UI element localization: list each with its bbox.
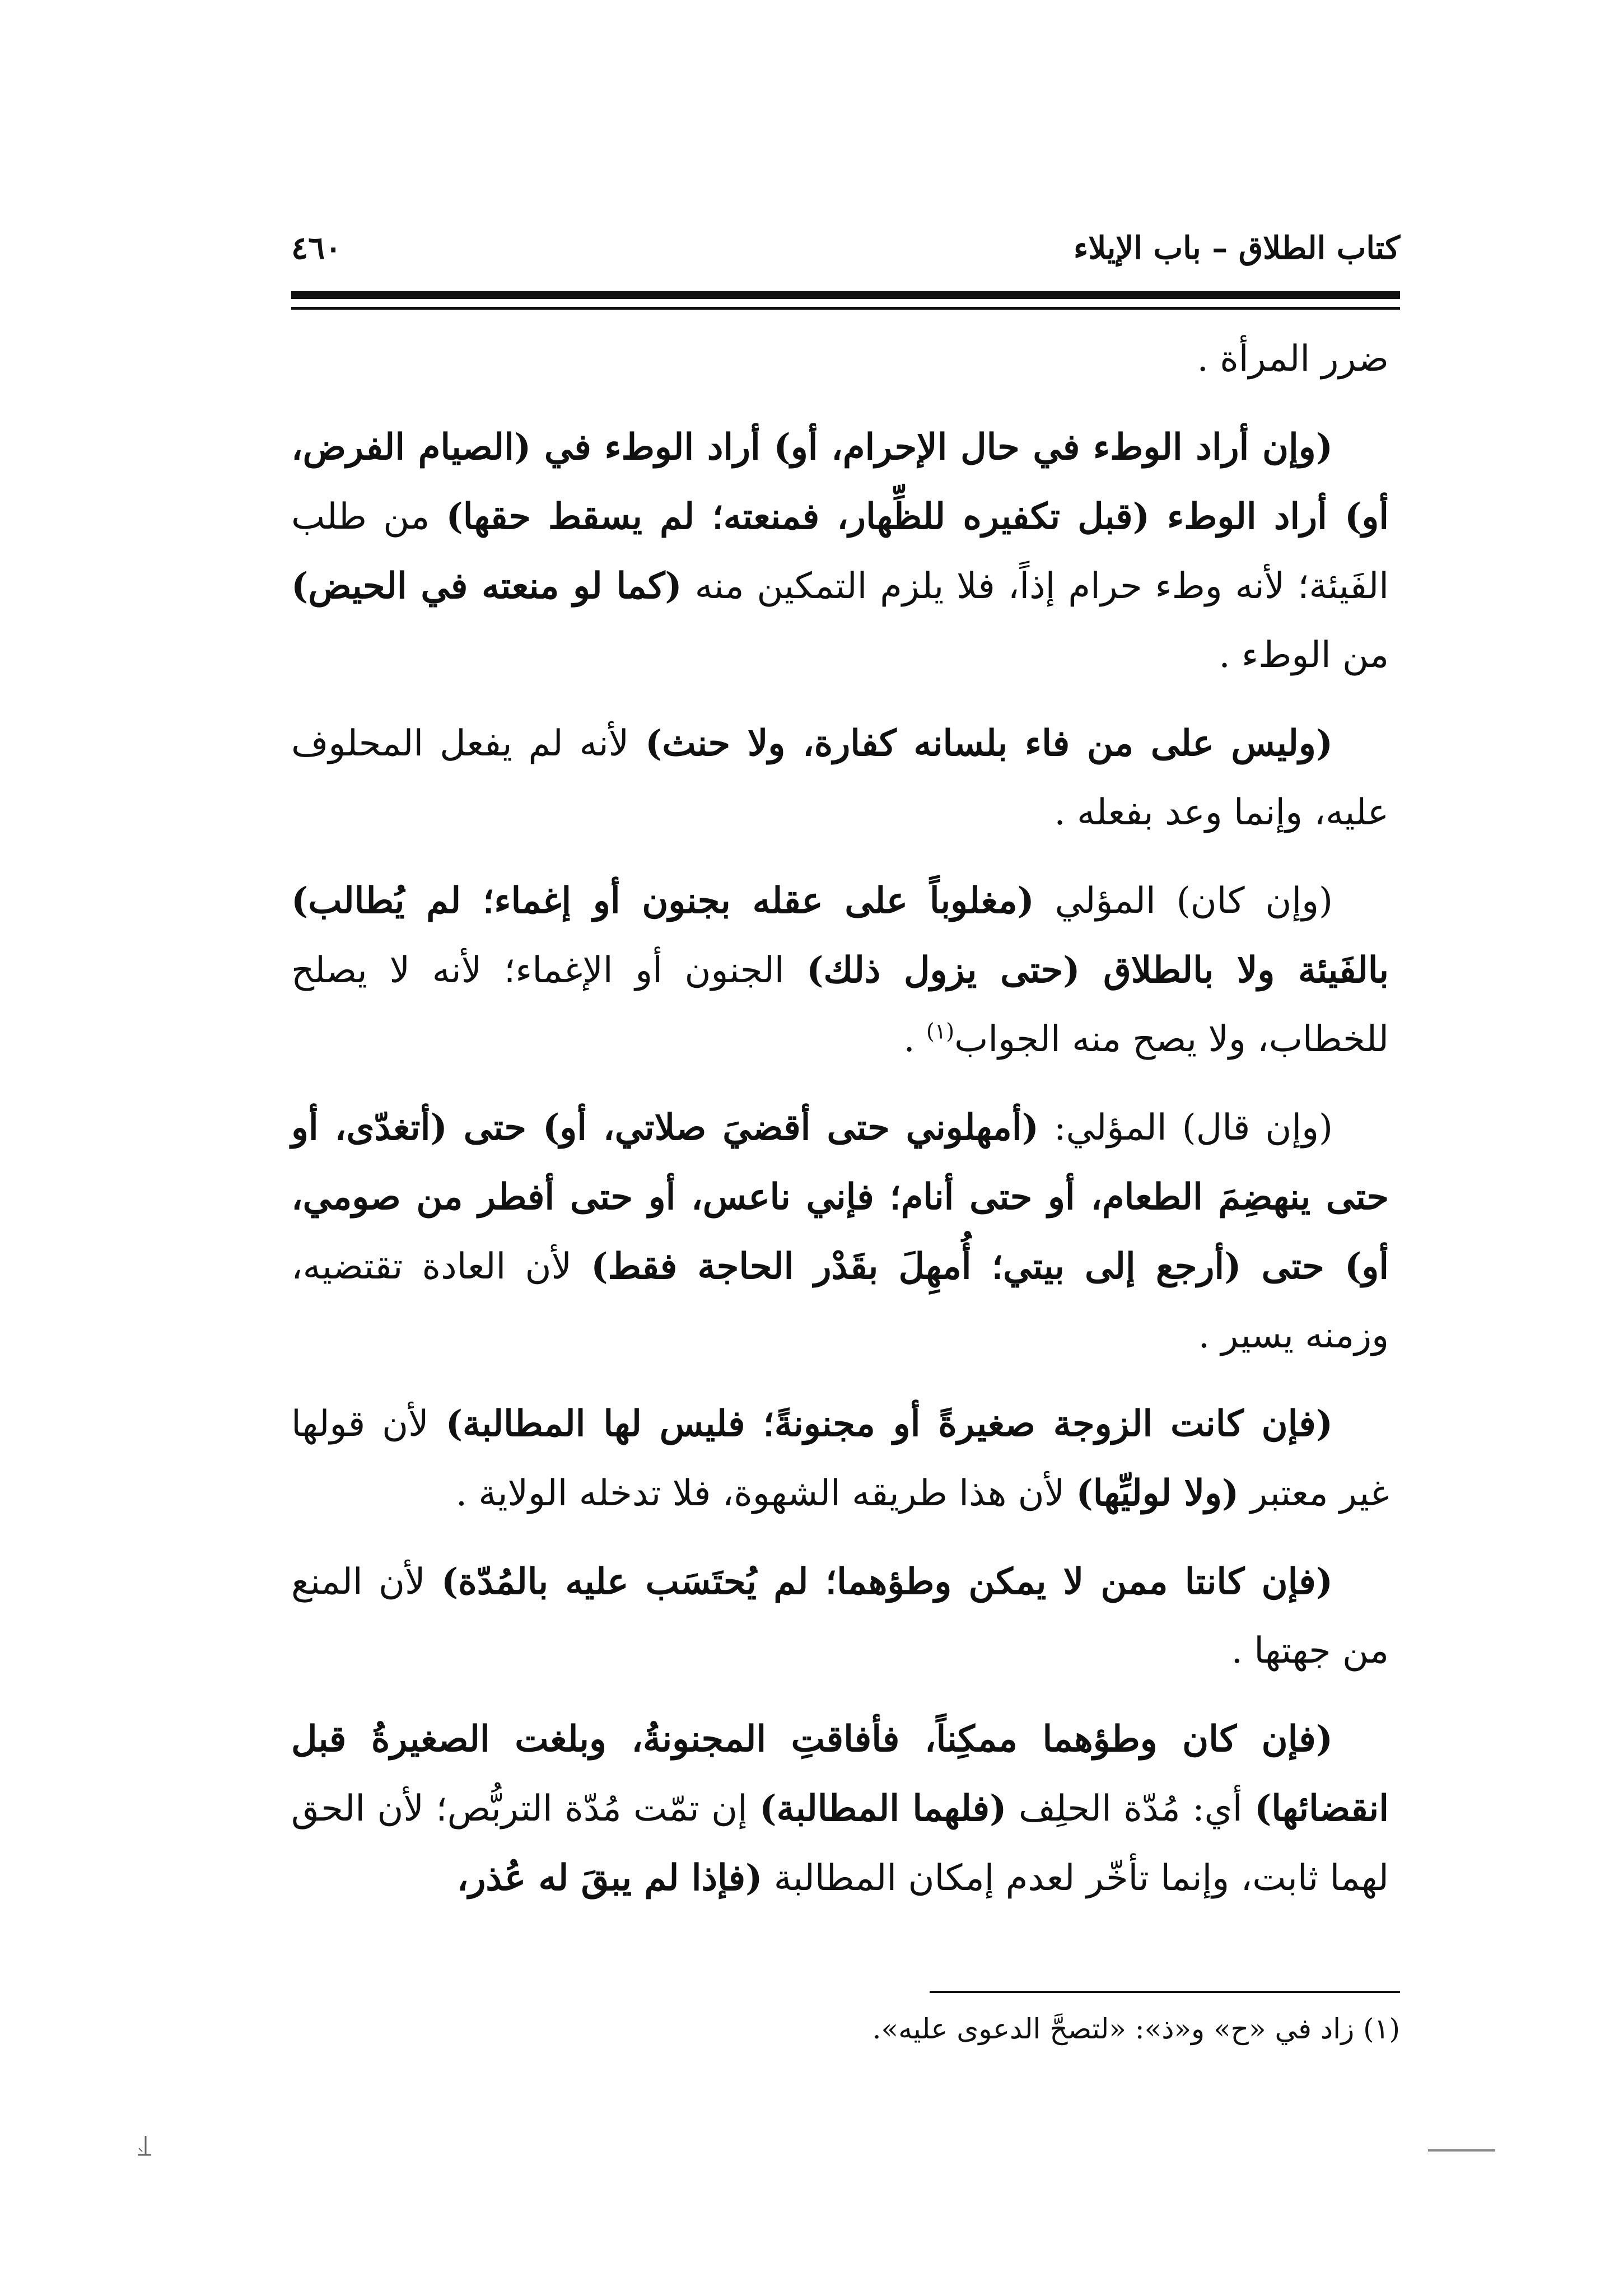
matn-text: (ولا لوليِّها) [1076, 1472, 1239, 1514]
matn-text: (فإذا لم يبقَ له عُذر، [456, 1857, 763, 1899]
matn-text: (فإن كانتا ممن لا يمكن وطؤهما؛ لم يُحتَسَب عليه بالمُدّة) [441, 1561, 1333, 1603]
sharh-text: الجنون أو الإغماء؛ لأنه لا يصلح للخطاب، ولا يصح منه الجواب [291, 950, 1389, 1060]
sharh-text: (وإن قال) المؤلي: [1038, 1107, 1333, 1149]
sharh-text: أي: مُدّة الحلِف [1006, 1788, 1254, 1830]
paragraph [291, 1093, 1389, 1370]
sharh-text: (وإن كان) المؤلي [1034, 880, 1333, 922]
body-text [291, 325, 1389, 2296]
sharh-text: لأن المنع من جهتها . [291, 1561, 1389, 1672]
paragraph [291, 413, 1389, 690]
footnote-marker: (١) [926, 1019, 955, 1044]
footnote: (١) زاد في «ح» و«ذ»: «لتصحَّ الدعوى عليه». [872, 2013, 1400, 2045]
header-rule-thin [291, 307, 1400, 310]
running-title: كتاب الطلاق – باب الإيلاء [1074, 230, 1400, 267]
paragraph [291, 709, 1389, 847]
page-header [291, 224, 1400, 280]
scan-mark-right [1428, 2149, 1495, 2152]
paragraph [291, 866, 1389, 1074]
matn-text: (وليس على من فاء بلسانه كفارة، ولا حنث) [645, 722, 1333, 764]
matn-text: (فلهما المطالبة) [759, 1788, 1007, 1830]
sharh-text: إن تمّت مُدّة التربُّص؛ لأن الحق لهما ثابت، وإنما تأخّر لعدم إمكان المطالبة [291, 1788, 1389, 1899]
paragraph [291, 1705, 1389, 1913]
sharh-text: لأنه لم يفعل المحلوف عليه، وإنما وعد بفعله . [291, 723, 1389, 833]
matn-text: (وإن أراد الوطء في حال الإحرام، أو) أراد الوطء في (الصيام الفرض، أو) أراد الوطء (قبل تكفيره للظِّهار، فمنعته؛ لم يسقط حقها) [291, 426, 1389, 538]
sharh-text: لأن قولها غير معتبر [291, 1403, 1389, 1514]
sharh-text: لأن العادة تقتضيه، وزمنه يسير . [291, 1246, 1389, 1356]
sharh-text: ضرر المرأة . [1197, 338, 1389, 380]
sharh-text: من الوطء . [1219, 634, 1389, 676]
page-number: ٤٦٠ [291, 230, 342, 267]
matn-text: (مغلوباً على عقله بجنون أو إغماء؛ لم يُطالب) بالفَيئة ولا بالطلاق (حتى يزول ذلك) [291, 880, 1389, 991]
paragraph [291, 1547, 1389, 1686]
matn-text: (فإن كانت الزوجة صغيرةً أو مجنونةً؛ فليس لها المطالبة) [445, 1403, 1333, 1445]
matn-text: (أمهلوني حتى أقضيَ صلاتي، أو) حتى (أتغدّى، أو حتى ينهضِمَ الطعام، أو حتى أنام؛ فإني ناعس، أو حتى أفطر من صومي، أو) حتى (أرجع إلى بيتي؛ أُمهِلَ بقَدْر الحاجة فقط) [291, 1107, 1389, 1287]
matn-text: (كما لو منعته في الحيض) [291, 565, 682, 607]
matn-text: (فإن كان وطؤهما ممكِناً، فأفاقتِ المجنونةُ، وبلغت الصغيرةُ قبل انقضائها) [291, 1718, 1389, 1830]
paragraph [291, 325, 1389, 394]
sharh-text: . [903, 1019, 927, 1060]
header-rule-thick [291, 291, 1400, 299]
paragraph [291, 1389, 1389, 1528]
footnote-separator [930, 1991, 1400, 1993]
sharh-text: من طلب الفَيئة؛ لأنه وطء حرام إذاً، فلا يلزم التمكين منه [291, 496, 1389, 607]
sharh-text: لأن هذا طريقه الشهوة، فلا تدخله الولاية . [455, 1473, 1076, 1514]
scan-mark-left [134, 2135, 153, 2157]
